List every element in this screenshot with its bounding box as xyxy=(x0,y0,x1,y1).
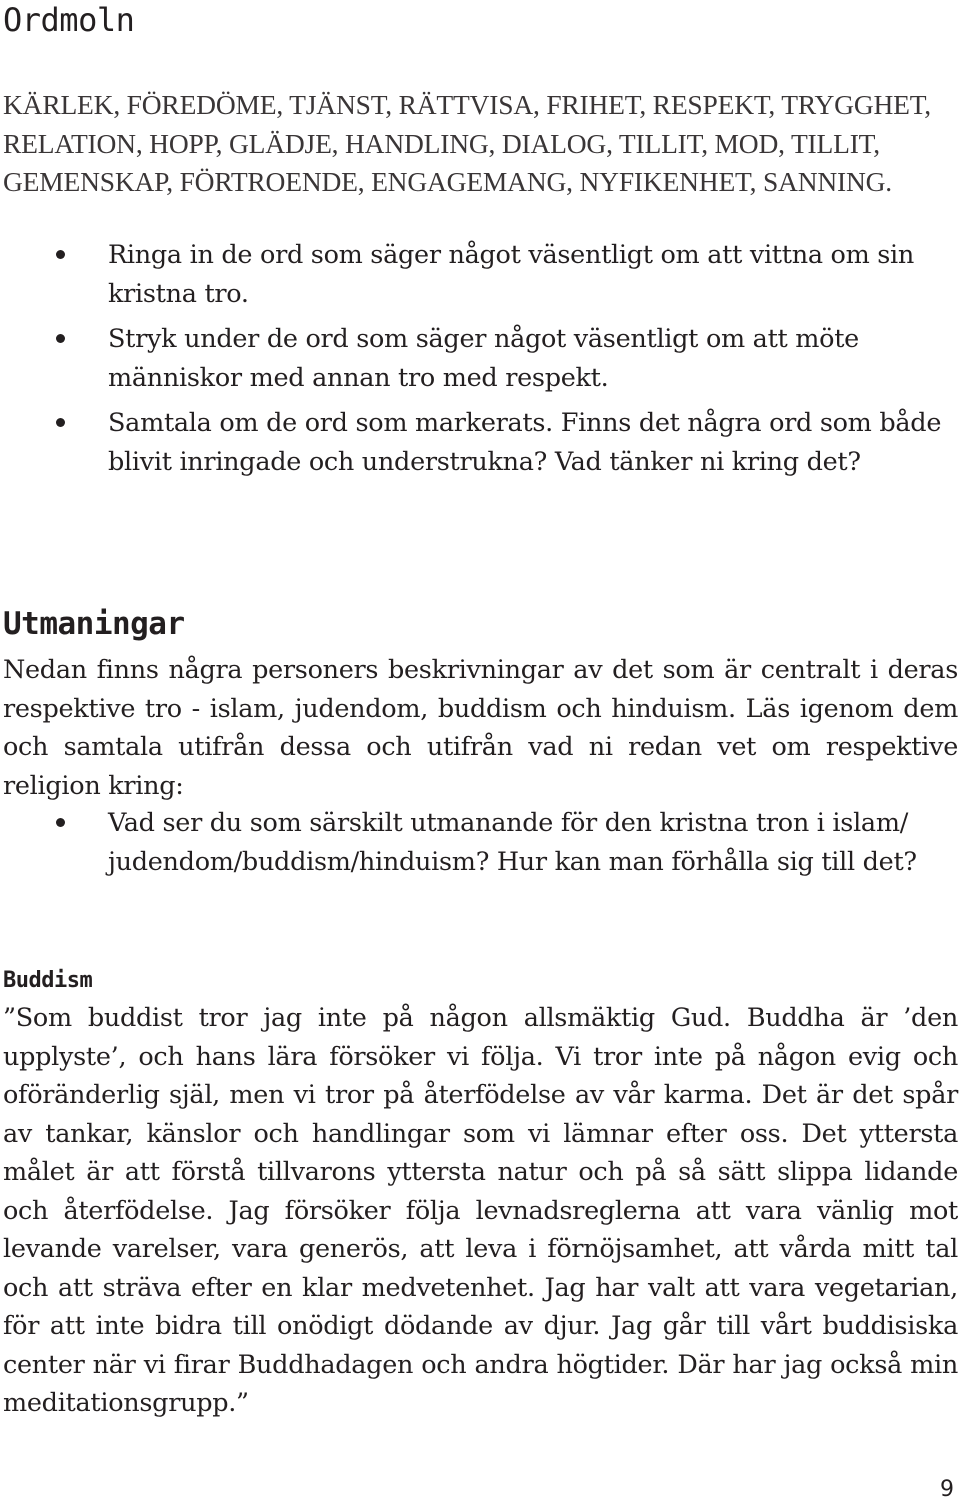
bullet-icon xyxy=(56,418,65,427)
bullet-text: Samtala om de ord som markerats. Finns det några ord som både blivit inringade och understrukna? Vad tänker ni kring det? xyxy=(108,408,942,477)
buddism-quote: ”Som buddist tror jag inte på någon allsmäktig Gud. Buddha är ’den upplyste’, och hans lära försöker vi följa. Vi tror inte på någon evig och oföränderlig själ, men vi tror på återfödelse av vår karma. Det är det spår av tankar, känslor och handlingar som vi lämnar efter oss. Det yttersta målet är att förstå tillvarons yttersta natur och på så sätt slippa lidande och återfödelse. Jag försöker följa levnadsreglerna att vara vänlig mot levande varelser, vara generös, att leva i förnöjsamhet, att vårda mitt tal och att sträva efter en klar medvetenhet. Jag har valt att vara vegetarian, för att inte bidra till onödigt dödande av djur. Jag går till vårt buddisiska center när vi firar Buddhadagen och andra högtider. Där har jag också min meditationsgrupp.” xyxy=(3,1003,958,1418)
list-item xyxy=(0,404,950,481)
bullet-text: Ringa in de ord som säger något väsentligt om att vittna om sin kristna tro. xyxy=(108,240,915,309)
ordmoln-bullet-list xyxy=(0,236,950,488)
utmaningar-intro: Nedan finns några personers beskrivningar av det som är centralt i deras respektive tro - islam, judendom, buddism och hinduism. Läs igenom dem och samtala utifrån dessa och utifrån vad ni redan vet om respektive religion kring: xyxy=(3,655,958,801)
list-item xyxy=(0,320,950,397)
list-item xyxy=(0,236,950,313)
word-cloud-list: KÄRLEK, FÖREDÖME, TJÄNST, RÄTTVISA, FRIHET, RESPEKT, TRYGGHET, RELATION, HOPP, GLÄDJE, HANDLING, DIALOG, TILLIT, MOD, TILLIT, GEMENSKAP, FÖRTROENDE, ENGAGEMANG, NYFIKENHET, SANNING. xyxy=(3,89,931,197)
list-item xyxy=(0,804,950,881)
bullet-icon xyxy=(56,818,65,827)
heading-buddism: Buddism xyxy=(3,968,93,993)
bullet-text: Vad ser du som särskilt utmanande för den kristna tron i islam/ judendom/buddism/hinduism? Hur kan man förhålla sig till det? xyxy=(108,808,917,877)
heading-utmaningar: Utmaningar xyxy=(3,606,185,642)
utmaningar-bullet-list xyxy=(0,804,950,888)
bullet-text: Stryk under de ord som säger något väsentligt om att möte människor med annan tro med respekt. xyxy=(108,324,859,393)
bullet-icon xyxy=(56,334,65,343)
heading-ordmoln: Ordmoln xyxy=(3,1,135,39)
page-number: 9 xyxy=(940,1477,954,1502)
bullet-icon xyxy=(56,250,65,259)
